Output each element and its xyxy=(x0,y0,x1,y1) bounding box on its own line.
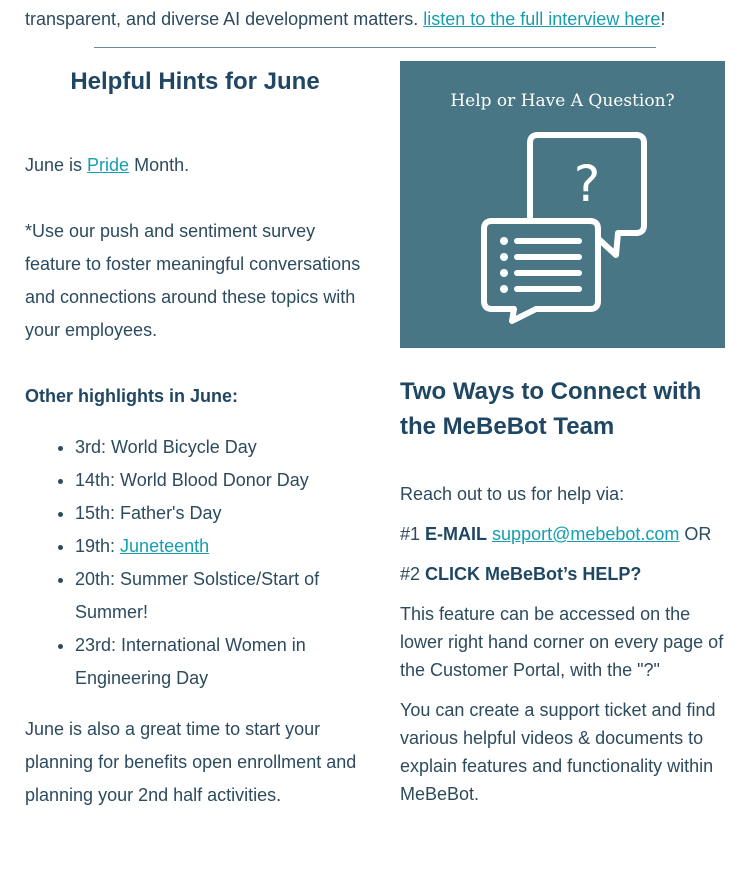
other-highlights-heading: Other highlights in June: xyxy=(25,386,238,406)
email-or: OR xyxy=(679,524,712,544)
list-item: • 20th: Summer Solstice/Start of Summer! xyxy=(75,563,365,629)
click-num: #2 xyxy=(400,564,426,584)
june-pre: June is xyxy=(25,155,88,175)
help-card-title: Help or Have A Question? xyxy=(450,91,675,111)
email-line xyxy=(400,520,725,548)
intro-end: ! xyxy=(660,9,666,29)
chat-bubbles-icon xyxy=(476,129,651,324)
section-divider xyxy=(94,47,656,48)
list-item: • 3rd: World Bicycle Day xyxy=(75,431,365,464)
email-num: #1 xyxy=(400,524,426,544)
ticket-text: You can create a support ticket and find various helpful videos & documents to explain features and functionality within MeBeBot. xyxy=(400,700,716,804)
pride-month-text xyxy=(25,149,365,182)
planning-text: June is also a great time to start your planning for benefits open enrollment and planning your 2nd half activities. xyxy=(25,719,357,805)
hints-heading: Helpful Hints for June xyxy=(70,68,320,95)
feature-text: This feature can be accessed on the lower right hand corner on every page of the Customer Portal, with the "?" xyxy=(400,604,724,680)
support-email-link[interactable]: support@mebebot.com xyxy=(492,524,680,544)
highlights-list xyxy=(25,431,365,695)
juneteenth-link[interactable]: Juneteenth xyxy=(120,536,210,556)
connect-column xyxy=(400,61,725,808)
list-item: • 15th: Father's Day xyxy=(75,497,365,530)
hints-column xyxy=(25,62,365,812)
help-card xyxy=(400,61,725,348)
intro-sentence: transparent, and diverse AI development matters. xyxy=(25,9,424,29)
connect-heading: Two Ways to Connect with the MeBeBot Team xyxy=(400,378,702,440)
survey-text: *Use our push and sentiment survey feature to foster meaningful conversations and connections around these topics with your employees. xyxy=(25,221,361,340)
list-item: • 23rd: International Women in Engineering Day xyxy=(75,629,365,695)
list-item: • 14th: World Blood Donor Day xyxy=(75,464,365,497)
interview-link[interactable]: listen to the full interview here xyxy=(423,9,661,29)
list-item xyxy=(75,530,365,563)
email-label: E-MAIL xyxy=(425,524,488,544)
click-help-label: CLICK MeBeBot’s HELP? xyxy=(425,564,642,584)
pride-link[interactable]: Pride xyxy=(87,155,130,175)
click-help-line xyxy=(400,560,725,588)
svg-text:?: ? xyxy=(573,155,601,213)
juneteenth-prefix: 19th: xyxy=(75,536,121,556)
intro-text xyxy=(25,6,665,32)
june-post: Month. xyxy=(129,155,190,175)
reach-text: Reach out to us for help via: xyxy=(400,484,625,504)
